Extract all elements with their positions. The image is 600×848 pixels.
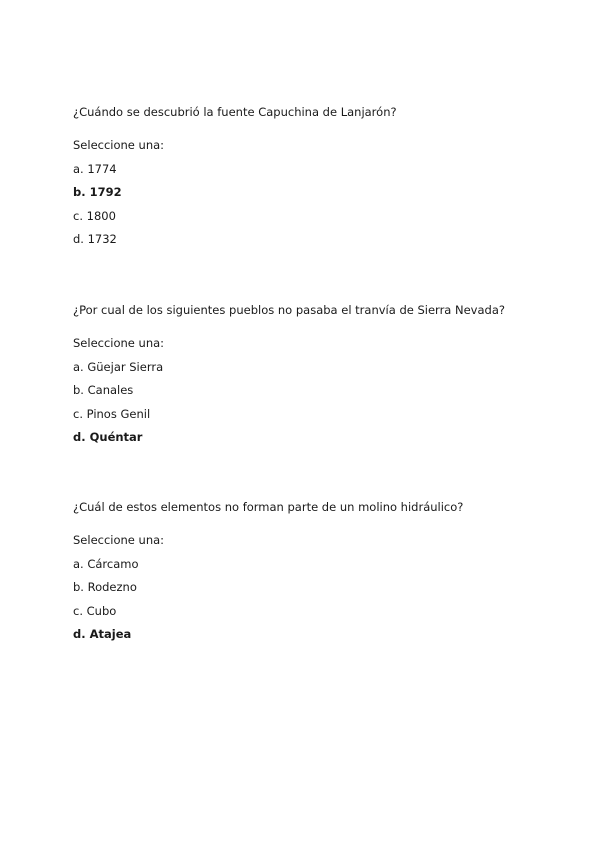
options-list xyxy=(73,162,573,247)
option-b: b. Rodezno xyxy=(73,580,137,594)
question-text: ¿Por cual de los siguientes pueblos no pasaba el tranvía de Sierra Nevada? xyxy=(73,303,505,317)
question-text: ¿Cuándo se descubrió la fuente Capuchina de Lanjarón? xyxy=(73,105,397,119)
option-a: a. 1774 xyxy=(73,161,117,176)
option-a: a. Cárcamo xyxy=(73,556,139,571)
option-d: d. 1732 xyxy=(73,232,117,246)
question-text: ¿Cuál de estos elementos no forman parte de un molino hidráulico? xyxy=(73,500,464,514)
options-list xyxy=(73,360,573,445)
option-c: c. 1800 xyxy=(73,208,116,223)
option-c: c. Cubo xyxy=(73,603,117,618)
question-1 xyxy=(73,105,573,246)
option-b-correct: b. 1792 xyxy=(73,185,122,199)
option-b: b. Canales xyxy=(73,383,134,397)
option-d-correct: d. Quéntar xyxy=(73,430,143,444)
question-2 xyxy=(73,303,573,444)
select-prompt: Seleccione una: xyxy=(73,138,165,152)
select-prompt: Seleccione una: xyxy=(73,336,165,350)
option-d-correct: d. Atajea xyxy=(73,627,132,641)
option-a: a. Güejar Sierra xyxy=(73,359,164,374)
question-3 xyxy=(73,500,573,641)
option-c: c. Pinos Genil xyxy=(73,406,151,421)
select-prompt: Seleccione una: xyxy=(73,533,165,547)
options-list xyxy=(73,557,573,642)
